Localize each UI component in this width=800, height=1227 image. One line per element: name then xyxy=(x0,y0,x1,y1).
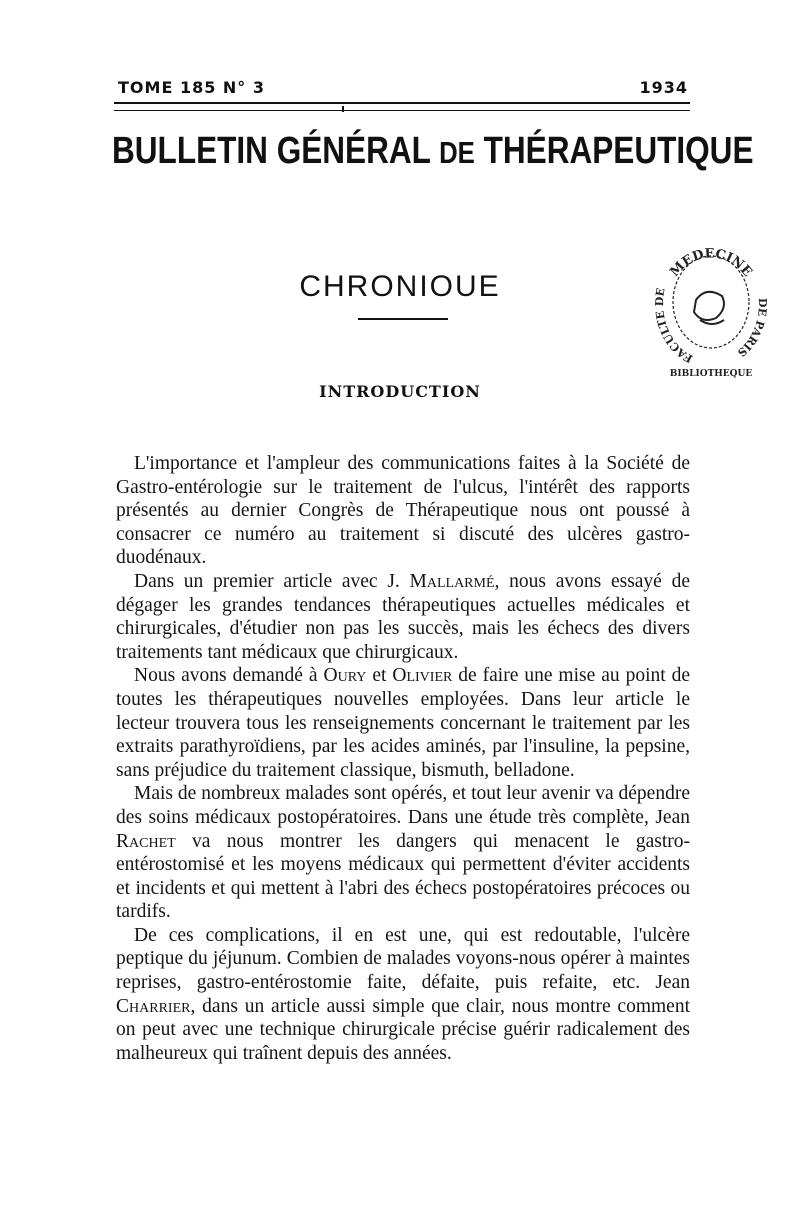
svg-text:FACULTE DE xyxy=(653,287,695,365)
publication-year: 1934 xyxy=(639,78,688,97)
header-double-rule xyxy=(114,102,690,111)
journal-title-part1: BULLETIN GÉNÉRAL xyxy=(112,130,431,172)
author-name: Mallarmé xyxy=(409,570,495,592)
stamp-text-left: FACULTE DE xyxy=(652,286,695,366)
stamp-text-bottom: BIBLIOTHEQUE xyxy=(669,369,753,379)
paragraph-1: L'importance et l'ampleur des communications faites à la Société de Gastro-entérologie sur le traitement de l'ulcus, l'intérêt des rapports présentés au dernier Congrès de Thérapeutique nous ont poussé à consacrer ce numéro au traitement si discuté des ulcères gastro-duodénaux. xyxy=(116,453,690,569)
journal-title-part3: THÉRAPEUTIQUE xyxy=(483,130,754,172)
svg-text:DE PARIS xyxy=(735,298,769,359)
journal-title-part2: DE xyxy=(439,135,475,170)
library-stamp xyxy=(652,222,770,380)
header-rule-tick xyxy=(342,106,344,112)
volume-number: TOME 185 N° 3 xyxy=(118,78,265,97)
stamp-text-right: DE PARIS xyxy=(734,297,769,360)
paragraph-2: Dans un premier article avec J. Mallarmé, nous avons essayé de dégager les grandes tendances thérapeutiques actuelles médicales et chirurgicales, d'étudier non pas les succès, mais les échecs des divers traitements tant médicaux que chirurgicaux. xyxy=(116,570,690,663)
paragraph-5: De ces complications, il en est une, qui est redoutable, l'ulcère peptique du jéjunum. Combien de malades voyons-nous opérer à maintes reprises, gastro-entérostomie faite, défaite, puis refaite, etc. Jean Charrier, dans un article aussi simple que clair, nous montre comment on peut avec une technique chirurgicale précise guérir radicalement des malheureux qui traînent depuis des années. xyxy=(116,924,690,1064)
svg-text:MEDECINE xyxy=(667,246,754,279)
section-divider xyxy=(358,318,448,320)
author-name: Olivier xyxy=(392,665,453,687)
article-body xyxy=(116,452,690,1065)
paragraph-3: Nous avons demandé à Oury et Olivier de faire une mise au point de toutes les thérapeutiques nouvelles employées. Dans leur article le lecteur trouvera tous les renseignements concernant le traitement par les extraits parathyroïdiens, par les acides aminés, par l'insuline, la pepsine, sans préjudice du traitement classique, bismuth, belladone. xyxy=(116,665,691,781)
section-subheading: INTRODUCTION xyxy=(319,382,481,401)
stamp-text-top: MEDECINE xyxy=(667,246,755,280)
section-heading: CHRONIOUE xyxy=(299,270,501,303)
author-name: Rachet xyxy=(116,830,176,852)
journal-title xyxy=(112,130,754,173)
paragraph-4: Mais de nombreux malades sont opérés, et tout leur avenir va dépendre des soins médicaux postopératoires. Dans une étude très complète, Jean Rachet va nous montrer les dangers qui menacent le gastro-entérostomisé et les moyens médicaux qui permettent d'éviter accidents et incidents et qui mettent à l'abri des échecs postopératoires précoces ou tardifs. xyxy=(116,783,690,923)
author-name: Charrier xyxy=(116,995,191,1017)
author-name: Oury xyxy=(323,665,367,687)
